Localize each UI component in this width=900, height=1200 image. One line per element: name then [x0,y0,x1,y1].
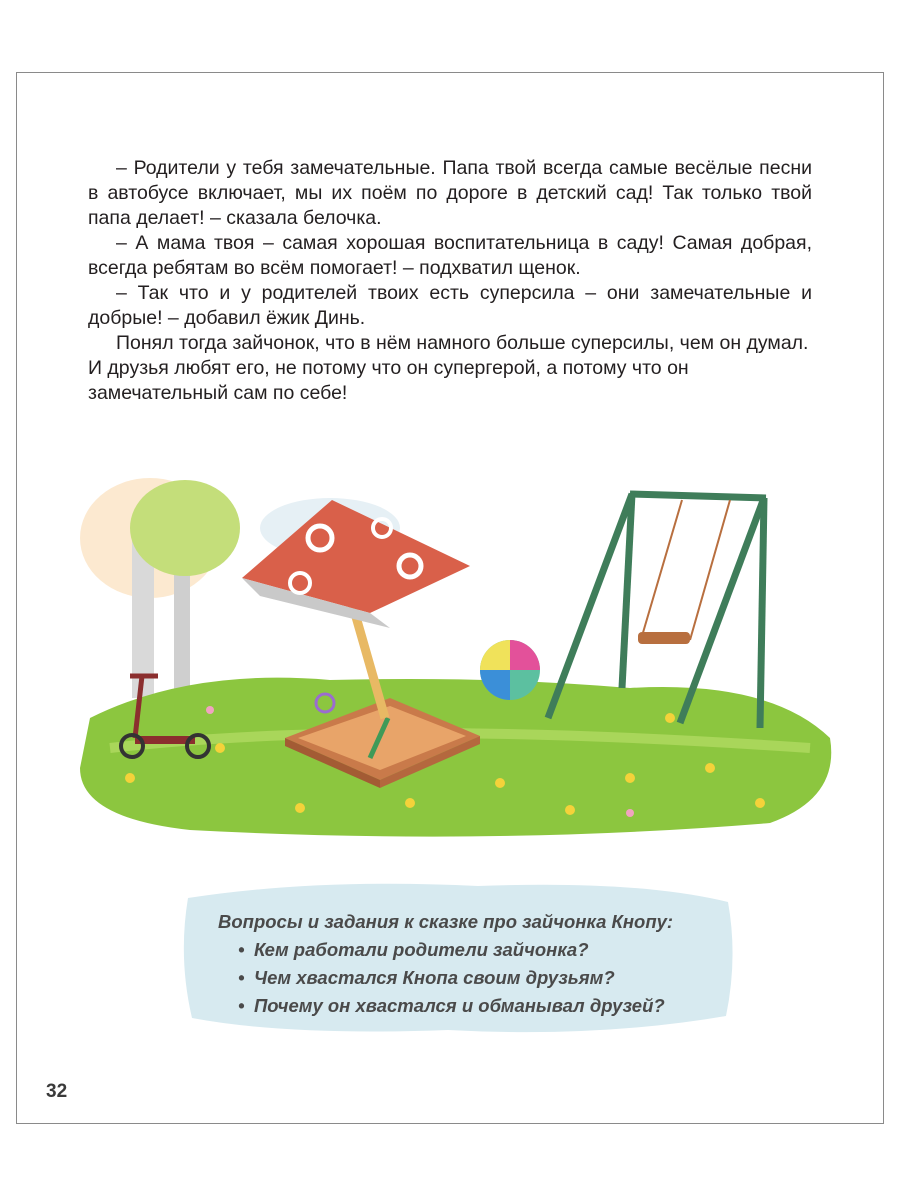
story-paragraph: – Так что и у родителей твоих есть суперсила – они замечательные и добрые! – добавил ёжик Динь. [88,282,812,329]
quiz-item [238,992,718,1020]
bullet-icon: • [238,939,245,960]
story-paragraph: – А мама твоя – самая хорошая воспитательница в саду! Самая добрая, всегда ребятам во всём помогает! – подхватил щенок. [88,232,812,279]
beach-ball [480,640,540,700]
playground-illustration [70,418,840,858]
tree-crown-green [130,480,240,576]
story-text [88,156,812,406]
bullet-icon: • [238,995,245,1016]
quiz-list [218,936,718,1020]
page-number: 32 [46,1081,68,1102]
story-paragraph: – Родители у тебя замечательные. Папа твой всегда самые весёлые песни в автобусе включает, мы их поём по дороге в детский сад! Так только твой папа делает! – сказала белочка. [88,157,812,229]
quiz-box [178,878,738,1038]
quiz-item-text: Почему он хвастался и обманывал друзей? [254,995,665,1016]
quiz-item [238,936,718,964]
quiz-item [238,964,718,992]
story-paragraph: Понял тогда зайчонок, что в нём намного больше суперсилы, чем он думал. И друзья любят его, не потому что он супергерой, а потому что он замечательный сам по себе! [88,332,809,404]
quiz-title: Вопросы и задания к сказке про зайчонка Кнопу: [218,911,674,932]
quiz-item-text: Чем хвастался Кнопа своим друзьям? [254,967,615,988]
quiz-item-text: Кем работали родители зайчонка? [254,939,589,960]
bullet-icon: • [238,967,245,988]
